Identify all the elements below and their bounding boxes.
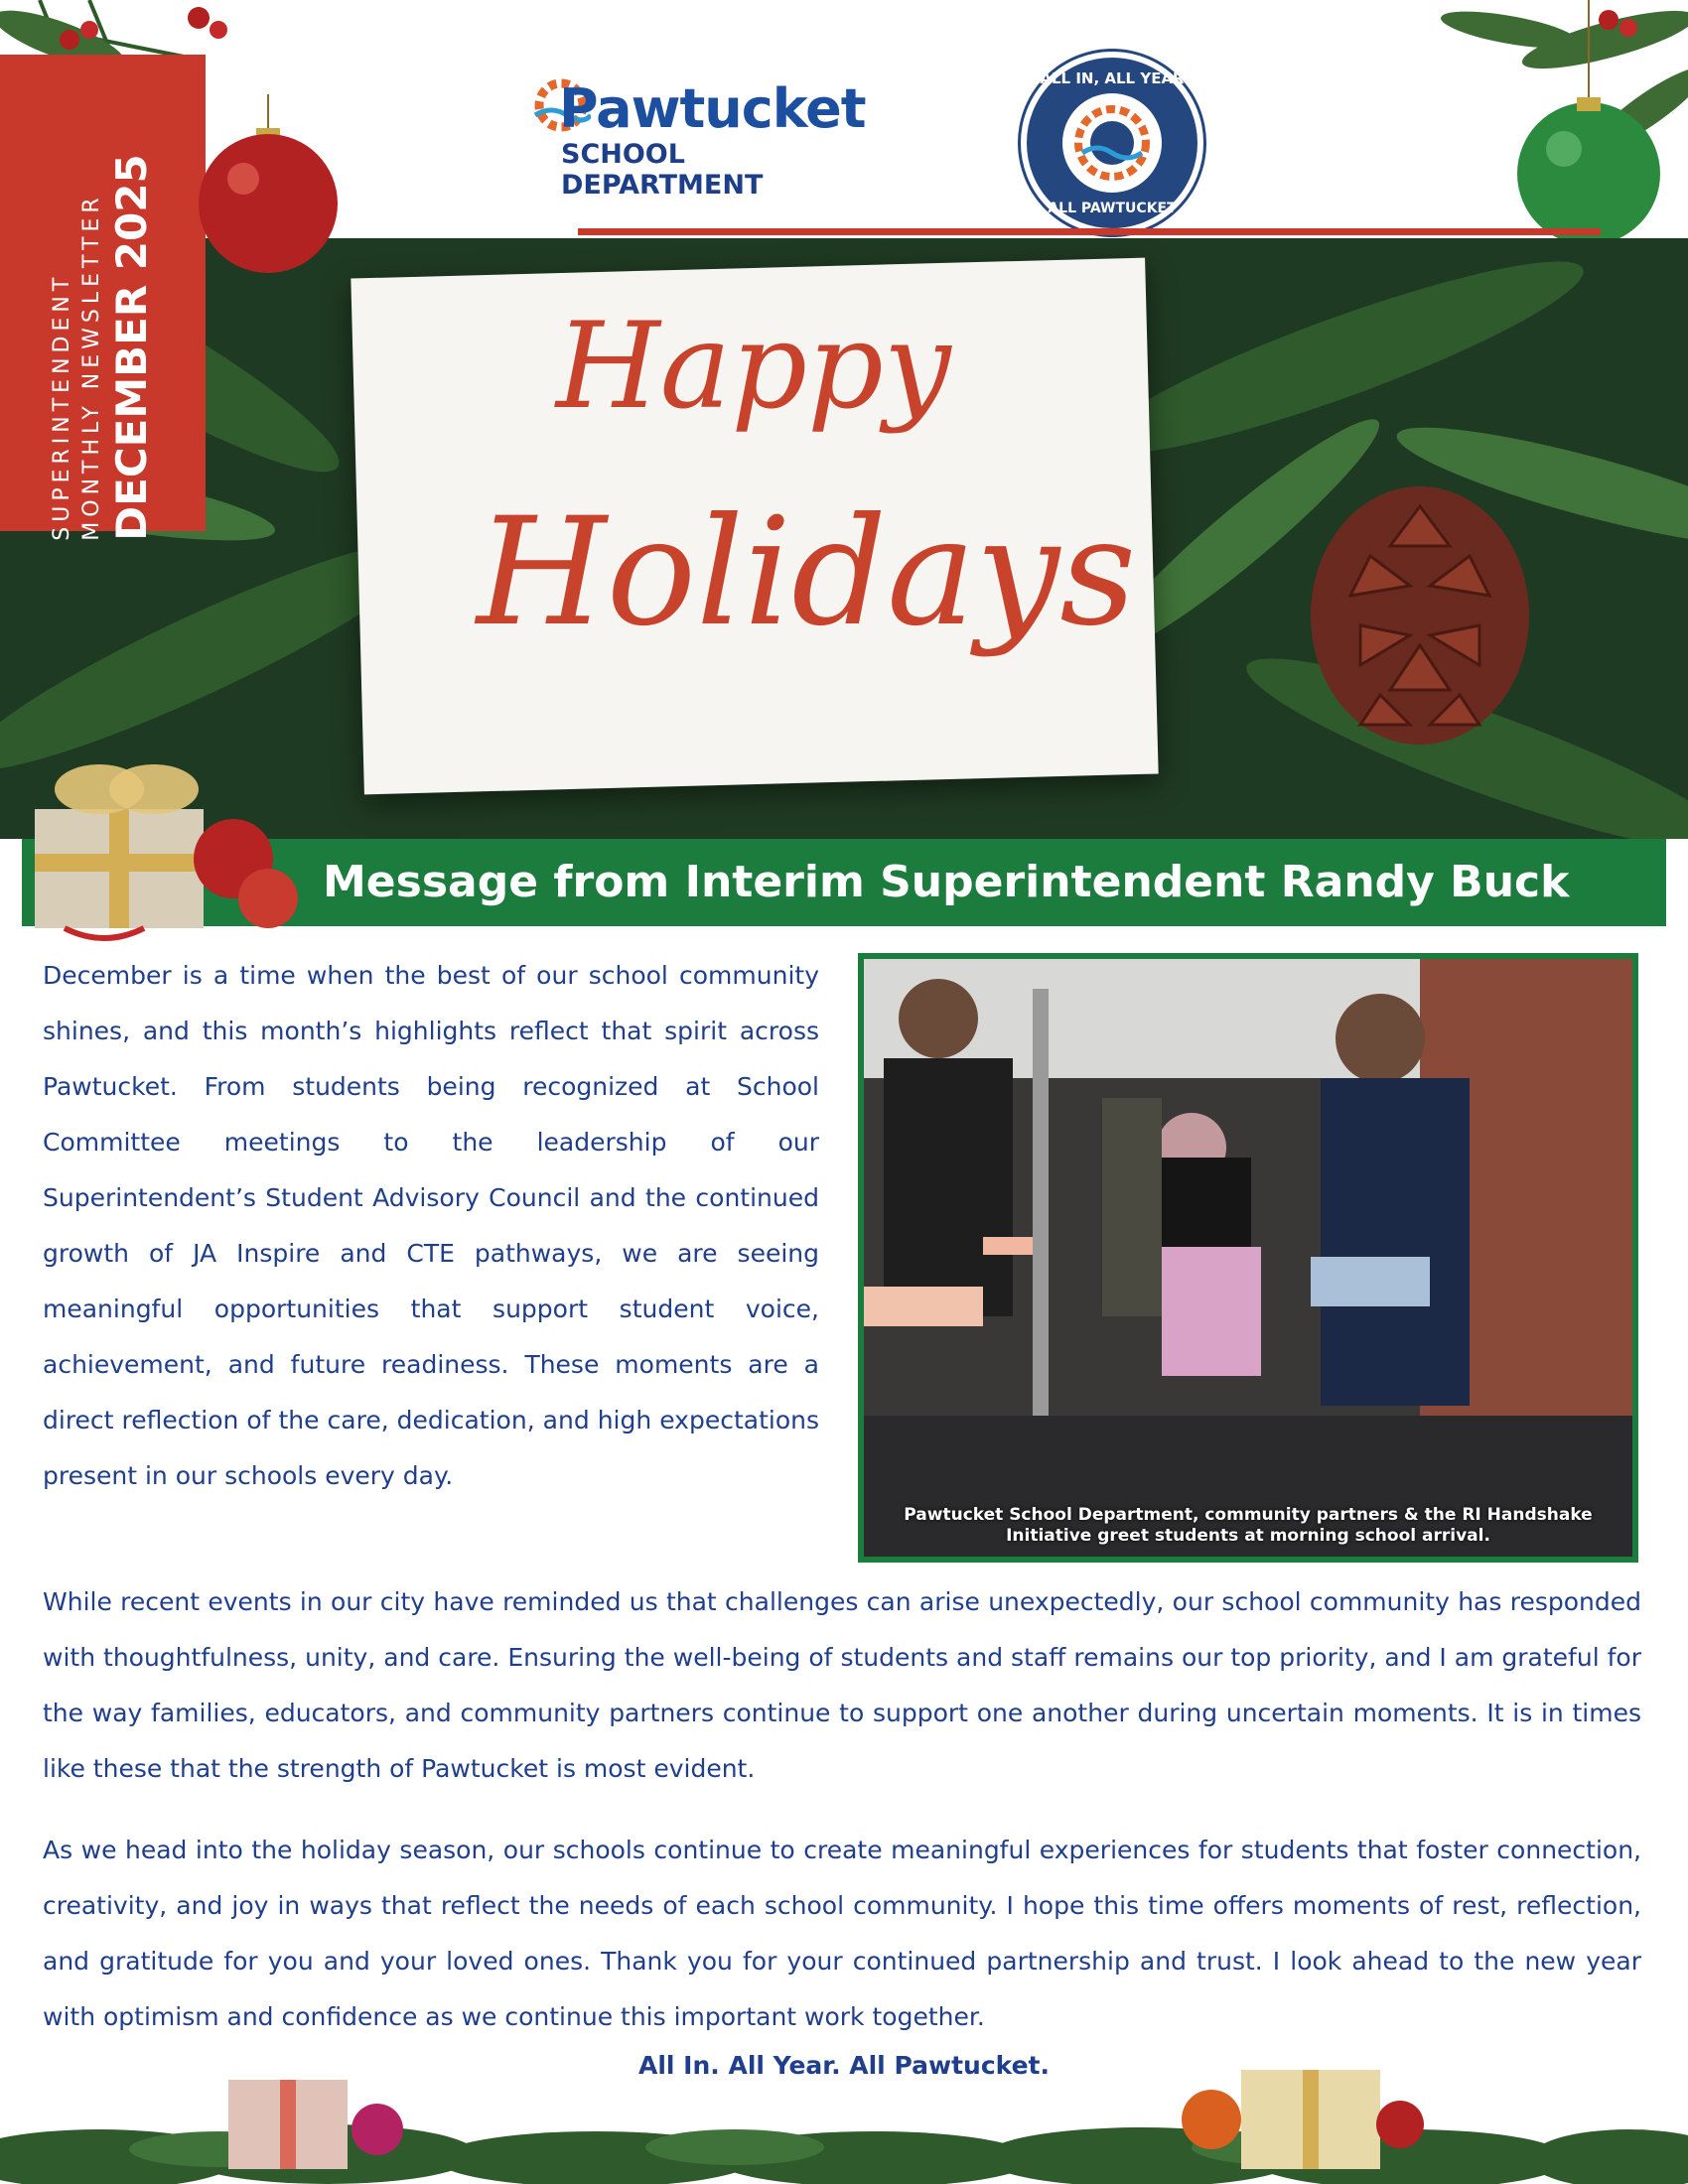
message-paragraph-2: While recent events in our city have reminded us that challenges can arise unexpectedly, our school community has responded with thoughtfulness, unity, and care. Ensuring the well-being of students and staff remains our top priority, and I am grateful for the way families, educators, and community partners continue to support one another during uncertain moments. It is in times like these that the strength of Pawtucket is most evident. — [43, 1587, 1641, 1783]
red-ornament-icon — [189, 94, 348, 273]
badge-top-text: ALL IN, ALL YEAR — [1040, 69, 1185, 87]
newsletter-issue-label — [48, 154, 157, 540]
all-in-badge — [1021, 52, 1203, 234]
arrival-photo-image — [864, 959, 1632, 1557]
photo-caption-line-2: Initiative greet students at morning school arrival. — [1006, 1526, 1490, 1546]
header-divider — [578, 228, 1601, 235]
arrival-photo — [858, 953, 1638, 1563]
message-paragraph-1: December is a time when the best of our school community shines, and this month’s highlights reflect that spirit across Pawtucket. From students being recognized at School Committee meetings to the leadership of our Superintendent’s Student Advisory Council and the continued growth of JA Inspire and CTE pathways, we are seeing meaningful opportunities that support student voice, achievement, and future readiness. These moments are a direct reflection of the care, dedication, and high expectations present in our schools every day. — [43, 961, 819, 1490]
pawtucket-logo — [531, 68, 889, 201]
pine-branch-decoration — [1390, 0, 1688, 238]
badge-emblem — [1062, 93, 1162, 193]
gift-box-icon — [25, 750, 303, 948]
logo-wordmark: Pawtucket — [559, 77, 866, 140]
photo-caption — [864, 1505, 1632, 1547]
logo-subtitle: SCHOOL DEPARTMENT — [561, 139, 764, 201]
section-title: Message from Interim Superintendent Randy Buck — [323, 857, 1570, 907]
newsletter-side-banner — [0, 55, 206, 541]
badge-emblem-icon — [1062, 93, 1162, 193]
hero-line-1: Happy — [556, 298, 951, 436]
newsletter-month: DECEMBER 2025 — [107, 154, 156, 541]
newsletter-line-2: MONTHLY NEWSLETTER — [79, 193, 104, 541]
tagline: All In. All Year. All Pawtucket. — [637, 2051, 1050, 2080]
pinecone-icon — [1301, 477, 1539, 774]
photo-caption-line-1: Pawtucket School Department, community partners & the RI Handshake — [904, 1505, 1593, 1525]
hero-line-2: Holidays — [477, 486, 1137, 659]
badge-bottom-text: ALL PAWTUCKET — [1048, 201, 1177, 216]
newsletter-line-1: SUPERINTENDENT — [50, 272, 74, 541]
message-paragraph-3: As we head into the holiday season, our schools continue to create meaningful experiences for students that foster connection, creativity, and joy in ways that reflect the needs of each school community. I hope this time offers moments of rest, reflection, and gratitude for you and your loved ones. Thank you for your continued partnership and trust. I look ahead to the new year with optimism and confidence as we continue this important work together. — [43, 1836, 1641, 2031]
